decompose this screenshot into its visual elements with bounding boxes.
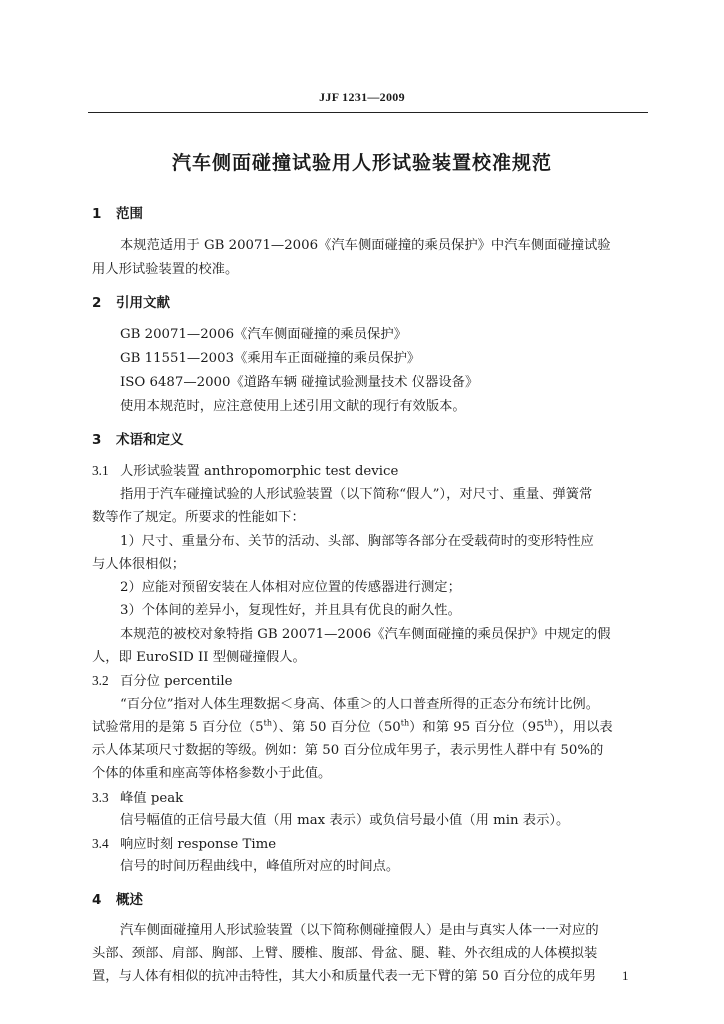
text-run: 试验常用的是第 5 百分位（5 — [92, 720, 264, 735]
text-run: ），用以表 — [552, 720, 613, 735]
superscript: th — [544, 718, 553, 728]
list-item: 1）尺寸、重量分布、关节的活动、头部、胸部等各部分在受载荷时的变形特性应 — [120, 534, 594, 549]
paragraph-line: 本规范的被校对象特指 GB 20071—2006《汽车侧面碰撞的乘员保护》中规定的假 — [120, 627, 611, 642]
paragraph-line: 本规范适用于 GB 20071—2006《汽车侧面碰撞的乘员保护》中汽车侧面碰撞试验 — [120, 238, 611, 253]
section-3-heading — [92, 432, 184, 448]
paragraph-line: 汽车侧面碰撞用人形试验装置（以下简称侧碰撞假人）是由与真实人体一一对应的 — [120, 923, 599, 938]
paragraph-line: 个体的体重和座高等体格参数小于此值。 — [92, 766, 332, 781]
list-item: 3）个体间的差异小，复现性好，并且具有优良的耐久性。 — [120, 603, 461, 618]
section-title: 引用文献 — [116, 295, 170, 311]
list-item: 2）应能对预留安装在人体相对应位置的传感器进行测定； — [120, 580, 461, 595]
term-title: 响应时刻 response Time — [120, 837, 277, 852]
section-title: 范围 — [116, 206, 143, 222]
paragraph-line: 使用本规范时，应注意使用上述引用文献的现行有效版本。 — [120, 399, 466, 414]
term-3-3 — [92, 790, 183, 807]
reference-item: ISO 6487—2000《道路车辆 碰撞试验测量技术 仪器设备》 — [120, 375, 479, 390]
paragraph-line: 信号幅值的正信号最大值（用 max 表示）或负信号最小值（用 min 表示）。 — [120, 813, 570, 828]
term-3-4 — [92, 836, 276, 853]
section-number: 1 — [92, 206, 102, 222]
standard-code-header: JJF 1231—2009 — [319, 90, 405, 104]
reference-item: GB 20071—2006《汽车侧面碰撞的乘员保护》 — [120, 327, 407, 342]
section-number: 3 — [92, 432, 102, 448]
reference-item: GB 11551—2003《乘用车正面碰撞的乘员保护》 — [120, 351, 421, 366]
paragraph-line: 头部、颈部、肩部、胸部、上臂、腰椎、腹部、骨盆、腿、鞋、外衣组成的人体模拟装 — [92, 946, 598, 961]
term-number: 3.3 — [92, 790, 109, 805]
term-3-1 — [92, 463, 398, 480]
section-2-heading — [92, 295, 170, 311]
paragraph-line: 用人形试验装置的校准。 — [92, 262, 239, 277]
paragraph-line: “百分位”指对人体生理数据＜身高、体重＞的人口普查所得的正态分布统计比例。 — [120, 697, 599, 712]
text-run: ）和第 95 百分位（95 — [409, 720, 545, 735]
section-number: 4 — [92, 892, 102, 908]
text-run: ）、第 50 百分位（50 — [272, 720, 401, 735]
superscript: th — [400, 718, 410, 728]
header-rule — [88, 112, 648, 113]
section-1-heading — [92, 206, 143, 222]
section-4-heading — [92, 892, 143, 908]
document-title: 汽车侧面碰撞试验用人形试验装置校准规范 — [171, 152, 552, 174]
term-3-2 — [92, 673, 232, 690]
paragraph-line: 示人体某项尺寸数据的等级。例如：第 50 百分位成年男子，表示男性人群中有 50%的 — [92, 743, 604, 758]
term-number: 3.2 — [92, 673, 109, 688]
section-title: 术语和定义 — [116, 432, 184, 448]
term-title: 人形试验装置 anthropomorphic test device — [120, 464, 399, 479]
term-number: 3.1 — [92, 463, 109, 478]
paragraph-line: 信号的时间历程曲线中，峰值所对应的时间点。 — [120, 859, 400, 874]
section-title: 概述 — [116, 892, 143, 908]
section-number: 2 — [92, 295, 102, 311]
paragraph-line — [92, 720, 613, 736]
paragraph-line: 与人体很相似； — [92, 557, 186, 572]
paragraph-line: 置，与人体有相似的抗冲击特性，其大小和质量代表一无下臂的第 50 百分位的成年男 — [92, 969, 597, 984]
page-number: 1 — [622, 968, 629, 983]
paragraph-line: 数等作了规定。所要求的性能如下： — [92, 510, 305, 525]
paragraph-line: 指用于汽车碰撞试验的人形试验装置（以下简称“假人”），对尺寸、重量、弹簧常 — [120, 487, 593, 502]
term-number: 3.4 — [92, 836, 109, 851]
superscript: th — [263, 718, 273, 728]
term-title: 峰值 peak — [120, 791, 184, 806]
term-title: 百分位 percentile — [120, 674, 233, 689]
paragraph-line: 人，即 EuroSID II 型侧碰撞假人。 — [92, 650, 306, 665]
